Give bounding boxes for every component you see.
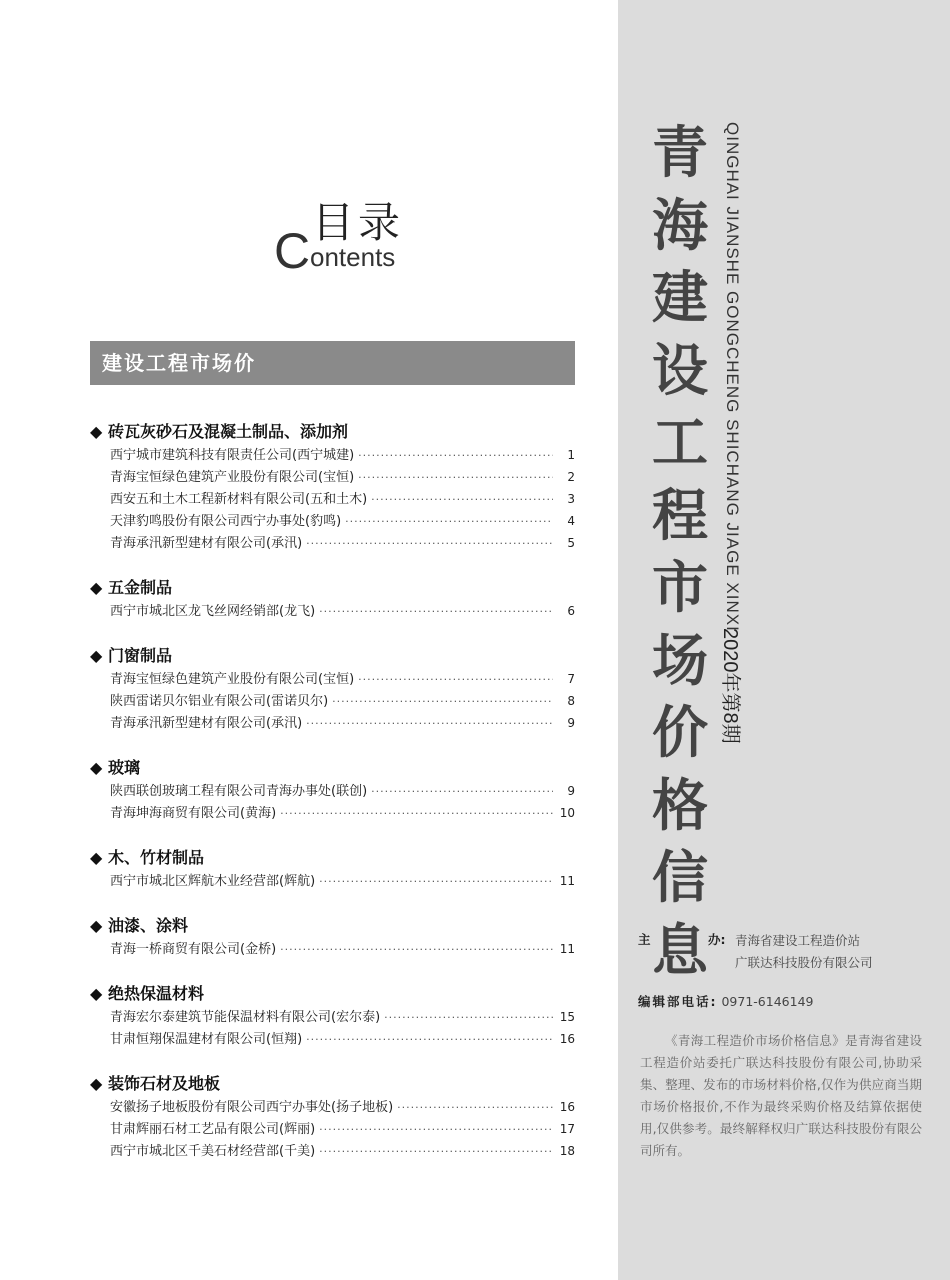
dot-leader bbox=[332, 691, 553, 713]
toc-entry[interactable] bbox=[90, 712, 575, 734]
magazine-title-char: 信 bbox=[652, 846, 708, 911]
toc-entry-name: 安徽扬子地板股份有限公司西宁办事处(扬子地板) bbox=[110, 1100, 394, 1115]
magazine-title-char: 建 bbox=[652, 266, 708, 331]
toc-entry-page: 5 bbox=[567, 536, 575, 550]
magazine-title-char: 海 bbox=[652, 193, 708, 259]
toc-category bbox=[90, 644, 575, 734]
toc-entry-page: 8 bbox=[567, 694, 575, 708]
toc-category bbox=[90, 982, 575, 1050]
toc-entry-name: 甘肃辉丽石材工艺品有限公司(辉丽) bbox=[110, 1122, 316, 1137]
toc-entry-page: 17 bbox=[559, 1122, 575, 1136]
sponsor-label-b: 办: bbox=[708, 932, 726, 947]
diamond-bullet-icon: ◆ bbox=[90, 848, 103, 867]
dot-leader bbox=[319, 1119, 553, 1141]
toc-category-title bbox=[90, 1072, 575, 1096]
diamond-bullet-icon: ◆ bbox=[90, 646, 103, 665]
diamond-bullet-icon: ◆ bbox=[90, 578, 103, 597]
phone-value: 0971-6146149 bbox=[721, 994, 814, 1009]
contents-title-en-rest: ontents bbox=[310, 242, 396, 272]
diamond-bullet-icon: ◆ bbox=[90, 984, 103, 1003]
toc-category-title bbox=[90, 576, 575, 600]
dot-leader bbox=[384, 1007, 553, 1029]
toc-entry-page: 6 bbox=[567, 604, 575, 618]
toc-entry[interactable] bbox=[90, 510, 575, 532]
sponsor-label-a: 主 bbox=[638, 932, 651, 947]
dot-leader bbox=[319, 601, 553, 623]
toc-entry-name: 青海宝恒绿色建筑产业股份有限公司(宝恒) bbox=[110, 470, 355, 485]
dot-leader bbox=[358, 445, 553, 467]
dot-leader bbox=[280, 939, 553, 961]
toc-entry[interactable] bbox=[90, 444, 575, 466]
table-of-contents bbox=[90, 420, 575, 1184]
toc-entry-name: 西宁城市建筑科技有限责任公司(西宁城建) bbox=[110, 448, 355, 463]
magazine-title-char: 息 bbox=[652, 918, 708, 984]
magazine-title-char: 场 bbox=[652, 628, 708, 694]
sponsor-label bbox=[638, 930, 738, 948]
contents-title bbox=[272, 200, 432, 280]
toc-category-label: 门窗制品 bbox=[108, 646, 173, 665]
diamond-bullet-icon: ◆ bbox=[90, 758, 103, 777]
toc-entry-name: 青海承汛新型建材有限公司(承汛) bbox=[110, 716, 303, 731]
toc-category bbox=[90, 914, 575, 960]
toc-entry-name: 天津豹鸣股份有限公司西宁办事处(豹鸣) bbox=[110, 514, 342, 529]
toc-category-label: 砖瓦灰砂石及混凝土制品、添加剂 bbox=[108, 422, 349, 441]
toc-entry[interactable] bbox=[90, 690, 575, 712]
toc-entry[interactable] bbox=[90, 1140, 575, 1162]
dot-leader bbox=[280, 803, 553, 825]
toc-category-title bbox=[90, 846, 575, 870]
toc-entry[interactable] bbox=[90, 532, 575, 554]
toc-entry-page: 15 bbox=[559, 1010, 575, 1024]
toc-category-label: 油漆、涂料 bbox=[108, 916, 189, 935]
magazine-title-char: 工 bbox=[652, 411, 708, 476]
toc-entry[interactable] bbox=[90, 938, 575, 960]
magazine-title bbox=[648, 118, 712, 988]
toc-entry-page: 4 bbox=[567, 514, 575, 528]
dot-leader bbox=[371, 489, 553, 511]
section-banner: 建设工程市场价 bbox=[90, 341, 575, 385]
magazine-title-pinyin: QINGHAI JIANSHE GONGCHENG SHICHANG JIAGE XINXI bbox=[723, 122, 742, 632]
toc-entry-name: 西宁市城北区千美石材经营部(千美) bbox=[110, 1144, 316, 1159]
dot-leader bbox=[319, 1141, 553, 1163]
toc-category bbox=[90, 756, 575, 824]
toc-entry[interactable] bbox=[90, 1118, 575, 1140]
dot-leader bbox=[345, 511, 553, 533]
toc-category-title bbox=[90, 914, 575, 938]
toc-entry-name: 青海宝恒绿色建筑产业股份有限公司(宝恒) bbox=[110, 672, 355, 687]
toc-category-title bbox=[90, 756, 575, 780]
toc-entry[interactable] bbox=[90, 488, 575, 510]
toc-category-title bbox=[90, 420, 575, 444]
toc-category-label: 绝热保温材料 bbox=[108, 984, 205, 1003]
toc-category-label: 木、竹材制品 bbox=[108, 848, 205, 867]
diamond-bullet-icon: ◆ bbox=[90, 1074, 103, 1093]
toc-category bbox=[90, 1072, 575, 1162]
toc-entry-name: 陕西雷诺贝尔铝业有限公司(雷诺贝尔) bbox=[110, 694, 329, 709]
toc-category bbox=[90, 576, 575, 622]
sponsor-org: 广联达科技股份有限公司 bbox=[735, 955, 873, 970]
toc-entry-page: 16 bbox=[559, 1032, 575, 1046]
magazine-title-char: 程 bbox=[652, 483, 708, 549]
issue-number: 2020年第8期 bbox=[719, 628, 741, 744]
toc-entry[interactable] bbox=[90, 802, 575, 824]
toc-category bbox=[90, 420, 575, 554]
diamond-bullet-icon: ◆ bbox=[90, 916, 103, 935]
toc-category-title bbox=[90, 644, 575, 668]
editorial-phone bbox=[638, 992, 813, 1010]
magazine-title-char: 市 bbox=[652, 556, 708, 621]
dot-leader bbox=[319, 871, 553, 893]
toc-entry-page: 7 bbox=[567, 672, 575, 686]
dot-leader bbox=[306, 1029, 553, 1051]
dot-leader bbox=[358, 669, 553, 691]
phone-label: 编辑部电话: bbox=[638, 994, 718, 1009]
toc-entry-name: 甘肃恒翔保温建材有限公司(恒翔) bbox=[110, 1032, 303, 1047]
toc-entry[interactable] bbox=[90, 870, 575, 892]
toc-entry-page: 11 bbox=[559, 942, 575, 956]
magazine-title-char: 设 bbox=[652, 338, 708, 404]
toc-entry-name: 西宁市城北区龙飞丝网经销部(龙飞) bbox=[110, 604, 316, 619]
toc-entry-page: 3 bbox=[567, 492, 575, 506]
toc-category-label: 玻璃 bbox=[108, 758, 141, 777]
diamond-bullet-icon: ◆ bbox=[90, 422, 103, 441]
dot-leader bbox=[397, 1097, 553, 1119]
toc-entry-page: 9 bbox=[567, 716, 575, 730]
toc-entry-page: 9 bbox=[567, 784, 575, 798]
toc-entry[interactable] bbox=[90, 668, 575, 690]
toc-entry-name: 青海宏尔泰建筑节能保温材料有限公司(宏尔泰) bbox=[110, 1010, 381, 1025]
toc-entry[interactable] bbox=[90, 1006, 575, 1028]
toc-entry[interactable] bbox=[90, 780, 575, 802]
toc-entry-name: 青海坤海商贸有限公司(黄海) bbox=[110, 806, 277, 821]
dot-leader bbox=[306, 713, 553, 735]
contents-title-en-initial: C bbox=[274, 223, 311, 279]
toc-entry-name: 青海承汛新型建材有限公司(承汛) bbox=[110, 536, 303, 551]
dot-leader bbox=[371, 781, 553, 803]
sponsor-orgs bbox=[735, 930, 935, 974]
magazine-title-char: 价 bbox=[652, 701, 708, 766]
toc-entry-page: 16 bbox=[559, 1100, 575, 1114]
sponsor-org: 青海省建设工程造价站 bbox=[735, 933, 861, 948]
disclaimer-notice: 《青海工程造价市场价格信息》是青海省建设工程造价站委托广联达科技股份有限公司,协助采集、整理、发布的市场材料价格,仅作为供应商当期市场价格报价,不作为最终采购价格及结算依据使用,仅供参考。最终解释权归广联达科技股份有限公司所有。 bbox=[640, 1033, 922, 1158]
toc-entry[interactable] bbox=[90, 600, 575, 622]
toc-category-label: 装饰石材及地板 bbox=[108, 1074, 221, 1093]
contents-title-cn: 目录 bbox=[312, 198, 405, 247]
toc-entry-page: 1 bbox=[567, 448, 575, 462]
toc-entry[interactable] bbox=[90, 1028, 575, 1050]
toc-category-title bbox=[90, 982, 575, 1006]
toc-entry-page: 2 bbox=[567, 470, 575, 484]
toc-entry-name: 西宁市城北区辉航木业经营部(辉航) bbox=[110, 874, 316, 889]
toc-entry[interactable] bbox=[90, 1096, 575, 1118]
dot-leader bbox=[358, 467, 553, 489]
toc-entry-name: 青海一桥商贸有限公司(金桥) bbox=[110, 942, 277, 957]
toc-entry[interactable] bbox=[90, 466, 575, 488]
toc-entry-page: 11 bbox=[559, 874, 575, 888]
dot-leader bbox=[306, 533, 553, 555]
toc-entry-page: 18 bbox=[559, 1144, 575, 1158]
toc-entry-name: 西安五和土木工程新材料有限公司(五和土木) bbox=[110, 492, 368, 507]
toc-category-label: 五金制品 bbox=[108, 578, 173, 597]
toc-entry-page: 10 bbox=[559, 806, 575, 820]
magazine-title-char: 青 bbox=[652, 121, 708, 186]
magazine-title-char: 格 bbox=[652, 773, 708, 839]
toc-entry-name: 陕西联创玻璃工程有限公司青海办事处(联创) bbox=[110, 784, 368, 799]
toc-category bbox=[90, 846, 575, 892]
